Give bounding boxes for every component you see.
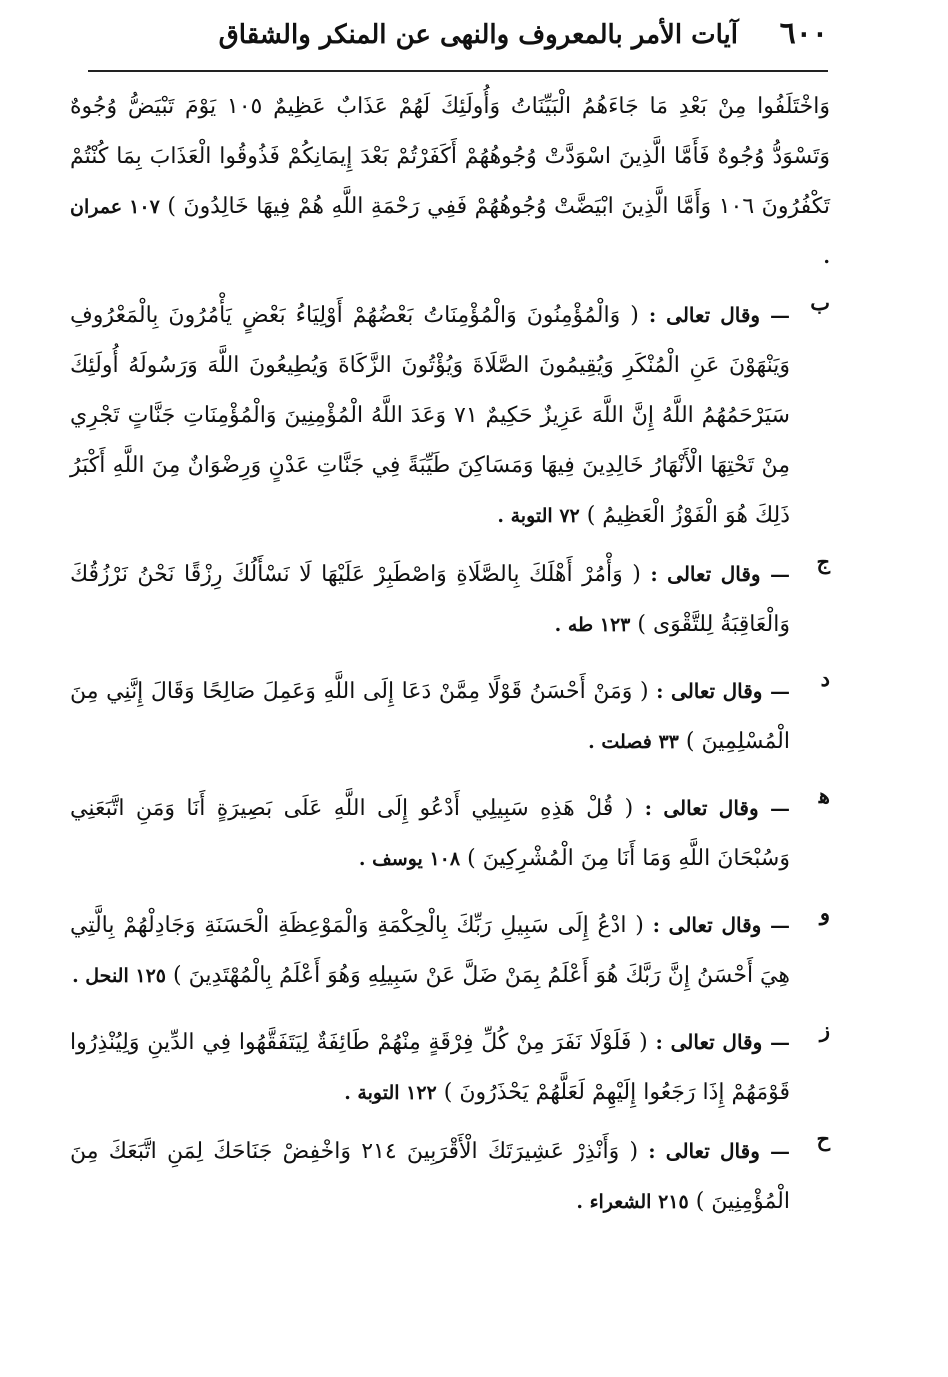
page-header [88, 14, 828, 66]
entry-label: ﻫ [818, 783, 830, 808]
verse-paragraph [70, 549, 830, 650]
verse-reference: ٢١٥ الشعراء . [576, 1191, 689, 1213]
verse-text: ( وَمَنْ أَحْسَنُ قَوْلًا مِمَّنْ دَعَا إِلَى اللَّهِ وَعَمِلَ صَالِحًا وَقَالَ إِنَّنِي مِنَ الْمُسْلِمِينَ ) [70, 679, 790, 754]
verse-entry-zay [70, 1017, 830, 1118]
entry-label: ز [819, 1017, 830, 1042]
verse-paragraph [70, 666, 830, 767]
verse-text: ( قُلْ هَذِهِ سَبِيلِي أَدْعُو إِلَى اللَّهِ عَلَى بَصِيرَةٍ أَنَا وَمَنِ اتَّبَعَنِي وَسُبْحَانَ اللَّهِ وَمَا أَنَا مِنَ الْمُشْرِكِينَ ) [70, 796, 790, 871]
entry-label: د [820, 666, 830, 691]
running-title: آيات الأمر بالمعروف والنهى عن المنكر والشقاق [218, 20, 738, 50]
verse-intro: — وقال تعالى : [656, 679, 790, 703]
verse-intro: — وقال تعالى : [650, 562, 790, 586]
entry-label: و [819, 900, 830, 925]
verse-intro: — وقال تعالى : [648, 303, 791, 327]
verse-text: وَاخْتَلَفُوا مِنْ بَعْدِ مَا جَاءَهُمُ الْبَيِّنَاتُ وَأُولَئِكَ لَهُمْ عَذَابٌ عَظِيمٌ ١٠٥ يَوْمَ تَبْيَضُّ وُجُوهٌ وَتَسْوَدُّ وُجُوهٌ فَأَمَّا الَّذِينَ اسْوَدَّتْ وُجُوهُهُمْ أَكَفَرْتُمْ بَعْدَ إِيمَانِكُمْ فَذُوقُوا الْعَذَابَ بِمَا كُنْتُمْ تَكْفُرُونَ ١٠٦ وَأَمَّا الَّذِينَ ابْيَضَّتْ وُجُوهُهُمْ فَفِي رَحْمَةِ اللَّهِ هُمْ فِيهَا خَالِدُونَ ) [70, 94, 830, 219]
verse-intro: — وقال تعالى : [648, 1139, 791, 1163]
verse-entry-waw [70, 900, 830, 1001]
entry-label: ب [810, 290, 830, 315]
verse-paragraph [70, 783, 830, 884]
verse-entry-dal [70, 666, 830, 767]
header-rule [88, 70, 828, 72]
verse-text: ( وَأَنْذِرْ عَشِيرَتَكَ الْأَقْرَبِينَ ٢١٤ وَاخْفِضْ جَنَاحَكَ لِمَنِ اتَّبَعَكَ مِنَ الْمُؤْمِنِينَ ) [70, 1139, 790, 1214]
verse-paragraph [70, 1126, 830, 1227]
verse-text: ( وَأْمُرْ أَهْلَكَ بِالصَّلَاةِ وَاصْطَبِرْ عَلَيْهَا لَا نَسْأَلُكَ رِزْقًا نَحْنُ نَرْزُقُكَ وَالْعَاقِبَةُ لِلتَّقْوَى ) [70, 562, 790, 637]
verse-paragraph [70, 82, 830, 282]
verse-intro: — وقال تعالى : [652, 913, 791, 937]
entry-label: ج [816, 549, 830, 574]
verse-reference: ١٢٣ طه . [554, 614, 631, 636]
verse-entry-hha [70, 1126, 830, 1227]
verse-intro: — وقال تعالى : [655, 1030, 790, 1054]
verse-reference: ١٠٧ عمران . [70, 196, 830, 268]
verse-paragraph [70, 290, 830, 541]
verse-reference: ١٠٨ يوسف . [358, 848, 461, 870]
entry-label: ح [816, 1126, 830, 1151]
verse-text: ( فَلَوْلَا نَفَرَ مِنْ كُلِّ فِرْقَةٍ مِنْهُمْ طَائِفَةٌ لِيَتَفَقَّهُوا فِي الدِّينِ وَلِيُنْذِرُوا قَوْمَهُمْ إِذَا رَجَعُوا إِلَيْهِمْ لَعَلَّهُمْ يَحْذَرُونَ ) [70, 1030, 790, 1105]
verse-reference: ٧٢ التوبة . [497, 505, 580, 527]
verse-reference: ١٢٢ التوبة . [344, 1082, 437, 1104]
verse-entry-ha [70, 783, 830, 884]
verse-reference: ١٢٥ النحل . [72, 965, 166, 987]
page-number: ٦٠٠ [779, 16, 828, 51]
verse-intro: — وقال تعالى : [644, 796, 790, 820]
verse-entry-continuation [70, 82, 830, 282]
verse-text: ( وَالْمُؤْمِنُونَ وَالْمُؤْمِنَاتُ بَعْضُهُمْ أَوْلِيَاءُ بَعْضٍ يَأْمُرُونَ بِالْمَعْرُوفِ وَيَنْهَوْنَ عَنِ الْمُنْكَرِ وَيُقِيمُونَ الصَّلَاةَ وَيُؤْتُونَ الزَّكَاةَ وَيُطِيعُونَ اللَّهَ وَرَسُولَهُ أُولَئِكَ سَيَرْحَمُهُمُ اللَّهُ إِنَّ اللَّهَ عَزِيزٌ حَكِيمٌ ٧١ وَعَدَ اللَّهُ الْمُؤْمِنِينَ وَالْمُؤْمِنَاتِ جَنَّاتٍ تَجْرِي مِنْ تَحْتِهَا الْأَنْهَارُ خَالِدِينَ فِيهَا وَمَسَاكِنَ طَيِّبَةً فِي جَنَّاتِ عَدْنٍ وَرِضْوَانٌ مِنَ اللَّهِ أَكْبَرُ ذَلِكَ هُوَ الْفَوْزُ الْعَظِيمُ ) [70, 303, 790, 528]
verse-text: ( ادْعُ إِلَى سَبِيلِ رَبِّكَ بِالْحِكْمَةِ وَالْمَوْعِظَةِ الْحَسَنَةِ وَجَادِلْهُمْ بِالَّتِي هِيَ أَحْسَنُ إِنَّ رَبَّكَ هُوَ أَعْلَمُ بِمَنْ ضَلَّ عَنْ سَبِيلِهِ وَهُوَ أَعْلَمُ بِالْمُهْتَدِينَ ) [70, 913, 790, 988]
verse-paragraph [70, 900, 830, 1001]
verse-reference: ٣٣ فصلت . [588, 731, 679, 753]
page-body [70, 82, 830, 1362]
verse-entry-jim [70, 549, 830, 650]
verse-paragraph [70, 1017, 830, 1118]
verse-entry-ba [70, 290, 830, 541]
